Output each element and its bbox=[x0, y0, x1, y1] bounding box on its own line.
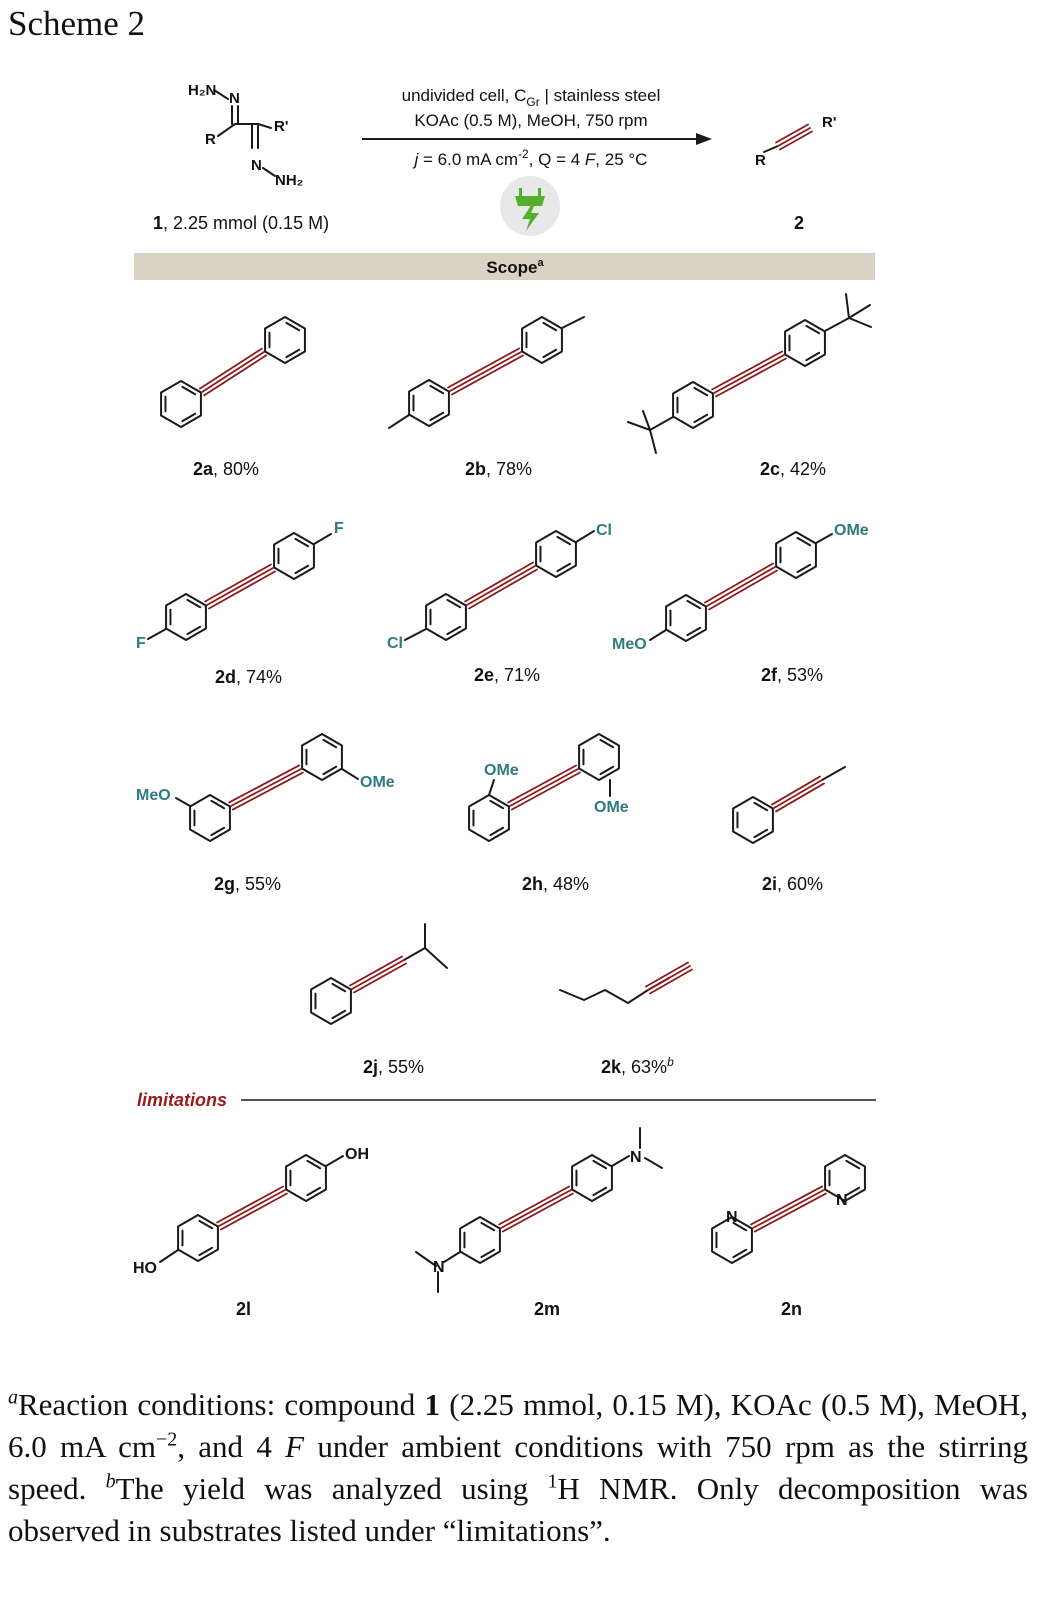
alkyne-bond bbox=[448, 348, 519, 387]
alkyne-bond bbox=[209, 571, 275, 608]
subst-meo-2g: MeO bbox=[136, 787, 171, 804]
ring-2m-left bbox=[460, 1217, 500, 1263]
ring-2m-right bbox=[572, 1155, 612, 1201]
isopropyl-bond bbox=[404, 924, 447, 968]
ring-2i bbox=[733, 797, 773, 843]
subst-bond bbox=[405, 629, 426, 640]
alkyne-bond bbox=[648, 966, 690, 990]
alkyne-bond bbox=[221, 1194, 287, 1230]
ring-2f-left bbox=[666, 595, 706, 641]
ring-2c-right bbox=[785, 320, 825, 366]
hydrazone-bond bbox=[232, 106, 238, 124]
methyl-bond bbox=[562, 317, 584, 328]
subst-ome-2h-bottom: OMe bbox=[594, 799, 629, 816]
alkyne-bond bbox=[452, 356, 523, 395]
subst-bond bbox=[576, 531, 594, 542]
alkyne-bond bbox=[219, 1190, 285, 1226]
ring-2f-right bbox=[776, 532, 816, 578]
label-2k: 2k, 63%$^b$ bbox=[601, 1055, 674, 1077]
ring-2a-left bbox=[161, 381, 201, 427]
alkyne-bond bbox=[776, 125, 808, 143]
atom-r: R bbox=[205, 131, 216, 148]
subst-bond bbox=[816, 534, 832, 543]
ring-2b-left bbox=[409, 380, 449, 426]
subst-bond bbox=[176, 798, 190, 806]
ring-2j bbox=[311, 978, 351, 1024]
subst-bond bbox=[148, 629, 166, 639]
alkyne-bond bbox=[450, 352, 521, 391]
alkyne-bond bbox=[503, 1194, 573, 1232]
subst-n-pyr-left: N bbox=[726, 1209, 738, 1226]
ring-2h-left bbox=[469, 795, 509, 841]
alkyne-bond bbox=[229, 765, 299, 802]
alkyne-bond bbox=[207, 568, 273, 605]
alkyne-bond bbox=[200, 349, 262, 389]
ring-2d-right bbox=[274, 533, 314, 579]
subst-cl-top: Cl bbox=[596, 522, 612, 539]
tbutyl-bond bbox=[825, 294, 871, 331]
label-2n: 2n bbox=[781, 1299, 803, 1319]
alkyne-bond bbox=[774, 780, 822, 808]
label-2e: 2e, 71% bbox=[474, 665, 541, 685]
ring-2b-right bbox=[522, 317, 562, 363]
subst-bond bbox=[650, 630, 666, 640]
alkyne-bond bbox=[202, 352, 264, 392]
atom-prod-r-prime: R' bbox=[822, 114, 837, 131]
alkyne-bond bbox=[780, 131, 812, 149]
label-2a: 2a, 80% bbox=[193, 459, 260, 479]
conditions-line-2: KOAc (0.5 M), MeOH, 750 rpm bbox=[414, 111, 648, 130]
alkyne-bond bbox=[712, 351, 782, 389]
reaction-arrow-head bbox=[696, 133, 712, 145]
subst-ho: HO bbox=[133, 1260, 157, 1277]
atom-prod-r: R bbox=[755, 152, 766, 169]
alkyne-bond bbox=[705, 564, 773, 603]
alkyne-bond bbox=[469, 569, 537, 608]
alkyne-bond bbox=[512, 773, 580, 810]
methyl-bond bbox=[389, 415, 409, 428]
label-2g: 2g, 55% bbox=[214, 874, 282, 894]
subst-oh: OH bbox=[345, 1146, 369, 1163]
subst-f-top: F bbox=[334, 520, 344, 537]
ring-2c-left bbox=[673, 382, 713, 428]
conditions-line-3: j = 6.0 mA $cm^{-2}$, Q = 4 F, 25 °C bbox=[414, 147, 648, 169]
ring-2d-left bbox=[166, 594, 206, 640]
subst-bond bbox=[160, 1250, 178, 1262]
ring-2a-right bbox=[265, 317, 305, 363]
subst-ome-2f: OMe bbox=[834, 522, 869, 539]
label-2l: 2l bbox=[236, 1299, 252, 1319]
alkyne-bond bbox=[501, 1190, 571, 1228]
atom-nh2: NH₂ bbox=[275, 172, 304, 189]
label-2i: 2i, 60% bbox=[762, 874, 824, 894]
ring-2l-left bbox=[178, 1215, 218, 1261]
alkyne-bond bbox=[499, 1186, 569, 1224]
subst-ome-2g: OMe bbox=[360, 774, 395, 791]
subst-f-bottom: F bbox=[136, 635, 146, 652]
atom-r-prime: R' bbox=[274, 118, 289, 135]
ring-2e-right bbox=[536, 531, 576, 577]
ring-2g-right bbox=[302, 734, 342, 780]
limitations-label: limitations bbox=[137, 1090, 228, 1110]
atom-h2n: H₂N bbox=[188, 82, 217, 99]
reagent-label: 1, 2.25 mmol (0.15 M) bbox=[153, 213, 330, 233]
hydrazone-bond bbox=[252, 124, 258, 148]
alkyne-bond bbox=[352, 960, 404, 989]
alkyne-bond bbox=[217, 1186, 283, 1222]
alkyne-bond bbox=[233, 773, 303, 810]
alkyne-bond bbox=[714, 355, 784, 393]
atom-n-bottom: N bbox=[251, 157, 262, 174]
alkyne-bond bbox=[465, 563, 533, 602]
hydrazone-bond bbox=[263, 168, 275, 176]
subst-cl-bottom: Cl bbox=[387, 635, 403, 652]
scope-header: Scope$^a$ bbox=[486, 257, 544, 277]
atom-n-top: N bbox=[229, 90, 240, 107]
alkyne-bond bbox=[205, 565, 271, 602]
ring-2h-right bbox=[579, 734, 619, 780]
alkyne-bond bbox=[755, 1194, 826, 1232]
alkyne-bond bbox=[467, 566, 535, 605]
electricity-icon bbox=[500, 176, 560, 236]
alkyne-bond bbox=[709, 570, 777, 609]
subst-bond bbox=[489, 780, 494, 795]
subst-n-top-2m: N bbox=[630, 1149, 642, 1166]
alkyne-bond bbox=[753, 1190, 824, 1228]
subst-bond bbox=[342, 769, 358, 779]
ring-2l-right bbox=[286, 1155, 326, 1201]
label-2f: 2f, 53% bbox=[761, 665, 824, 685]
alkyne-bond bbox=[231, 769, 301, 806]
alkyne-bond bbox=[204, 355, 266, 395]
label-2d: 2d, 74% bbox=[215, 667, 283, 687]
alkyne-bond bbox=[778, 128, 810, 146]
footnote: $^a$Reaction conditions: compound 1 (2.25 mmol, 0.15 M), KOAc (0.5 M), MeOH, 6.0 mA $cm^{-2}$, and 4 F under ambient conditions with 750 rpm as the stirring speed. $^b$The yield was analyzed using $^1$H NMR. Only decomposition was observed in substrates listed under “limitations”. bbox=[8, 1386, 1028, 1548]
subst-n-pyr-right: N bbox=[836, 1192, 848, 1209]
subst-bond bbox=[326, 1156, 343, 1166]
alkyne-bond bbox=[510, 769, 578, 806]
methyl-bond bbox=[822, 767, 845, 780]
bond bbox=[764, 146, 778, 152]
hydrazone-bond bbox=[218, 124, 271, 136]
product-label: 2 bbox=[794, 213, 805, 233]
subst-n-bottom-2m: N bbox=[433, 1259, 445, 1276]
conditions-line-1: undivided cell, $C_{Gr}$ | stainless steel bbox=[401, 86, 661, 109]
ring-2e-left bbox=[426, 594, 466, 640]
ring-2g-left bbox=[190, 795, 230, 841]
subst-meo-2f: MeO bbox=[612, 636, 647, 653]
label-2c: 2c, 42% bbox=[760, 459, 827, 479]
label-2j: 2j, 55% bbox=[363, 1057, 425, 1077]
alkyne-bond bbox=[751, 1186, 822, 1224]
label-2b: 2b, 78% bbox=[465, 459, 533, 479]
scheme-heading: Scheme 2 bbox=[8, 4, 146, 43]
alkyne-bond bbox=[707, 567, 775, 606]
alkyne-bond bbox=[716, 359, 786, 397]
subst-bond bbox=[314, 534, 331, 544]
label-2m: 2m bbox=[534, 1299, 561, 1319]
label-2h: 2h, 48% bbox=[522, 874, 590, 894]
subst-ome-2h-top: OMe bbox=[484, 762, 519, 779]
tbutyl-bond bbox=[628, 411, 673, 453]
